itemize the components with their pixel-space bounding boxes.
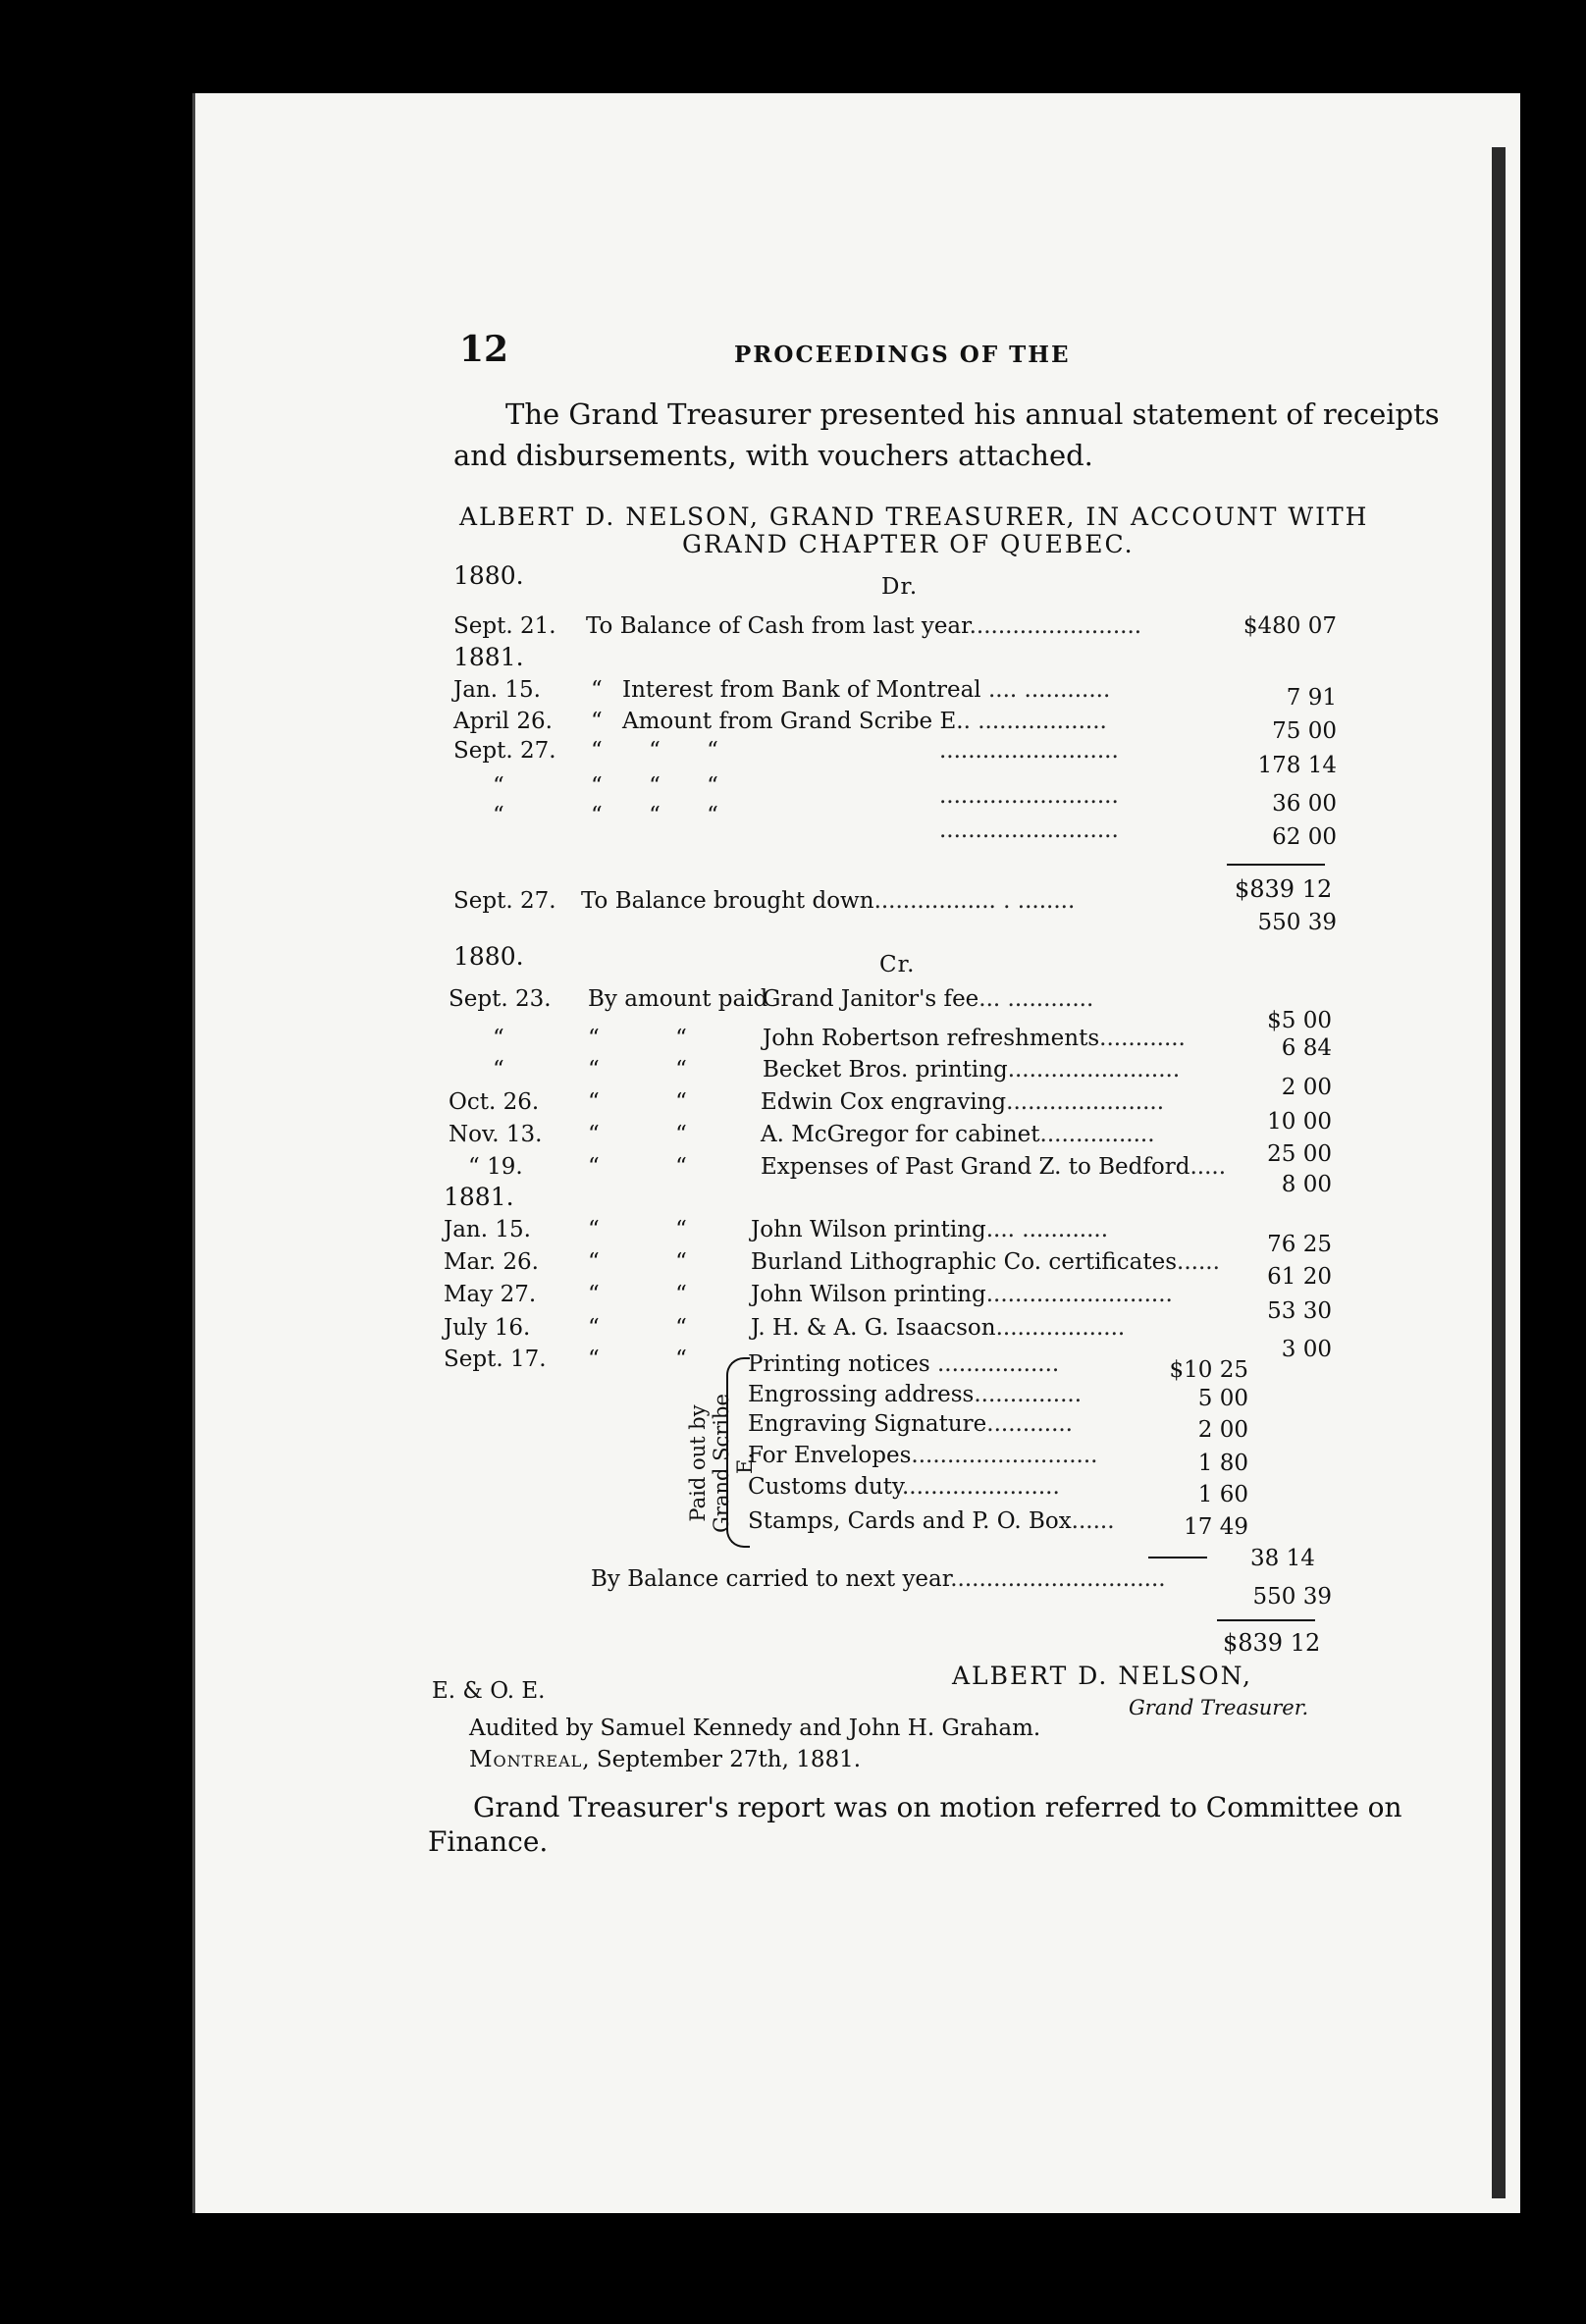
row-date: May 27. [444, 1282, 537, 1307]
date: , September 27th, 1881. [582, 1747, 862, 1772]
row-ditto: “ [591, 677, 603, 703]
row-desc: Becket Bros. printing........................ [763, 1057, 1181, 1083]
row-desc: To Balance of Cash from last year........................ [586, 613, 1142, 639]
row-ditto: “ “ [588, 1217, 687, 1242]
debit-row [453, 709, 1337, 744]
signature-name: ALBERT D. NELSON, [952, 1662, 1252, 1690]
row-ditto: “ “ [588, 1315, 687, 1341]
row-date: Sept. 27. [453, 738, 556, 764]
row-amount: 53 30 [1267, 1298, 1332, 1324]
credit-row [444, 1282, 1332, 1324]
row-date: Jan. 15. [453, 677, 541, 703]
errors-omissions: E. & O. E. [432, 1678, 546, 1704]
row-date: “ [493, 1026, 504, 1051]
row-amount: 2 00 [1281, 1075, 1332, 1100]
row-amount: 36 00 [1272, 791, 1337, 817]
place-date-line [469, 1747, 861, 1772]
scribe-total: 38 14 [1250, 1546, 1315, 1571]
closing-line-1: Grand Treasurer's report was on motion referred to Committee on [473, 1791, 1402, 1823]
row-amount: 76 25 [1267, 1232, 1332, 1257]
row-date: “ [493, 1057, 504, 1083]
row-desc: Grand Janitor's fee... ............ [763, 986, 1094, 1012]
row-amount: 178 14 [1257, 753, 1337, 778]
row-ditto: “ “ [588, 1089, 687, 1115]
account-heading-2: GRAND CHAPTER OF QUEBEC. [682, 530, 1135, 558]
page-number: 12 [459, 329, 509, 370]
row-leader: ......................... [939, 818, 1119, 843]
page-edge [1492, 147, 1506, 2198]
debit-row [453, 677, 1337, 709]
row-ditto: “ “ [588, 1249, 687, 1275]
bracket [726, 1357, 750, 1548]
row-desc: Customs duty...................... [748, 1474, 1060, 1500]
row-ditto: “ “ [588, 1026, 687, 1051]
row-ditto: “ “ “ [591, 773, 718, 799]
credit-year-1881: 1881. [444, 1183, 514, 1211]
row-amount: $10 25 [1169, 1357, 1248, 1383]
paid-out-label: Paid out by Grand Scribe E. [686, 1394, 757, 1533]
row-desc: John Robertson refreshments............ [763, 1026, 1186, 1051]
row-amount: 2 00 [1197, 1417, 1248, 1443]
row-leader: ......................... [939, 738, 1119, 764]
intro-line-1: The Grand Treasurer presented his annual statement of receipts [505, 397, 1440, 431]
row-amount: 550 39 [1257, 910, 1337, 935]
account-heading-1: ALBERT D. NELSON, GRAND TREASURER, IN ACCOUNT WITH [459, 502, 1369, 531]
credit-label: Cr. [879, 952, 916, 977]
row-desc: A. McGregor for cabinet................ [761, 1122, 1155, 1147]
row-desc: To Balance brought down................. . ........ [581, 888, 1076, 914]
debit-brought-down [453, 888, 1337, 935]
scribe-item [748, 1474, 1258, 1505]
row-amount: 1 80 [1197, 1451, 1248, 1476]
credit-total-rule [1217, 1619, 1315, 1621]
credit-year-1880: 1880. [453, 942, 524, 971]
scribe-item [748, 1443, 1258, 1474]
row-date: Sept. 27. [453, 888, 556, 914]
row-ditto: “ “ [588, 1122, 687, 1147]
credit-row [449, 1026, 1332, 1061]
debit-total-rule [1227, 864, 1325, 866]
closing-line-2: Finance. [428, 1825, 549, 1858]
debit-total: $839 12 [1235, 875, 1333, 903]
scribe-item [748, 1382, 1258, 1413]
row-amount: 25 00 [1267, 1141, 1332, 1167]
row-amount: $480 07 [1242, 613, 1337, 639]
row-date: “ 19. [468, 1154, 523, 1180]
row-date: Oct. 26. [449, 1089, 540, 1115]
row-amount: 7 91 [1286, 685, 1337, 711]
row-amount: 61 20 [1267, 1264, 1332, 1290]
row-date: July 16. [444, 1315, 531, 1341]
row-desc: For Envelopes.......................... [748, 1443, 1098, 1468]
row-amount: 17 49 [1184, 1514, 1248, 1540]
row-desc: John Wilson printing.......................... [751, 1282, 1173, 1307]
row-amount: 62 00 [1272, 824, 1337, 850]
debit-row [453, 613, 1337, 645]
row-date: Sept. 17. [444, 1347, 547, 1372]
row-desc: Expenses of Past Grand Z. to Bedford..... [761, 1154, 1227, 1180]
row-date: Sept. 23. [449, 986, 552, 1012]
row-desc: Edwin Cox engraving...................... [761, 1089, 1164, 1115]
debit-row [453, 738, 1337, 778]
row-desc: J. H. & A. G. Isaacson.................. [751, 1315, 1126, 1341]
row-ditto: “ [591, 709, 603, 734]
row-desc: Stamps, Cards and P. O. Box...... [748, 1508, 1115, 1534]
row-desc: Printing notices ................. [748, 1351, 1060, 1377]
credit-row [444, 1249, 1332, 1290]
row-ditto: “ “ [588, 1154, 687, 1180]
row-desc: Interest from Bank of Montreal .... ............ [622, 677, 1111, 703]
row-amount: $5 00 [1267, 1008, 1332, 1033]
row-amount: 5 00 [1197, 1386, 1248, 1411]
debit-year-1881: 1881. [453, 643, 524, 671]
row-amount: 1 60 [1197, 1482, 1248, 1507]
credit-row [449, 1057, 1332, 1100]
row-amount: 3 00 [1281, 1337, 1332, 1362]
row-amount: 10 00 [1267, 1109, 1332, 1135]
scribe-item [748, 1411, 1258, 1443]
row-desc: Amount from Grand Scribe E.. .................. [622, 709, 1107, 734]
scribe-item [748, 1508, 1258, 1540]
row-desc: Engraving Signature............ [748, 1411, 1073, 1437]
row-desc: By Balance carried to next year.............................. [591, 1566, 1166, 1592]
debit-row [453, 773, 1337, 817]
row-date: Mar. 26. [444, 1249, 539, 1275]
row-date: Jan. 15. [444, 1217, 531, 1242]
row-amount: 6 84 [1281, 1035, 1332, 1061]
row-amount: 8 00 [1281, 1172, 1332, 1197]
row-ditto: “ “ [588, 1282, 687, 1307]
row-ditto: “ “ [588, 1057, 687, 1083]
row-ditto: By amount paid [588, 986, 768, 1012]
audited-line: Audited by Samuel Kennedy and John H. Graham. [469, 1716, 1041, 1741]
credit-row [449, 986, 1332, 1033]
running-title: PROCEEDINGS OF THE [734, 342, 1071, 368]
credit-row [449, 1154, 1332, 1197]
credit-total: $839 12 [1223, 1629, 1321, 1657]
row-date: Nov. 13. [449, 1122, 543, 1147]
row-ditto: “ “ “ [591, 738, 718, 764]
row-desc: John Wilson printing.... ............ [751, 1217, 1109, 1242]
row-date: Sept. 21. [453, 613, 556, 639]
row-date: “ [493, 773, 504, 799]
debit-row [453, 803, 1337, 850]
scribe-item [748, 1351, 1258, 1383]
debit-year-1880: 1880. [453, 561, 524, 590]
debit-label: Dr. [881, 574, 919, 600]
row-amount: 75 00 [1272, 718, 1337, 744]
scribe-total-rule [1148, 1557, 1207, 1558]
row-leader: ......................... [939, 783, 1119, 809]
carried-row [591, 1566, 1332, 1610]
place: Montreal [469, 1747, 583, 1772]
row-ditto: “ “ “ [591, 803, 718, 828]
signature-title: Grand Treasurer. [1129, 1696, 1309, 1719]
row-date: April 26. [453, 709, 553, 734]
row-date: “ [493, 803, 504, 828]
intro-line-2: and disbursements, with vouchers attached. [453, 439, 1093, 472]
row-desc: Burland Lithographic Co. certificates...... [751, 1249, 1220, 1275]
credit-row [444, 1217, 1332, 1257]
row-ditto: “ “ [588, 1347, 687, 1372]
row-amount: 550 39 [1252, 1584, 1332, 1610]
row-desc: Engrossing address............... [748, 1382, 1083, 1407]
